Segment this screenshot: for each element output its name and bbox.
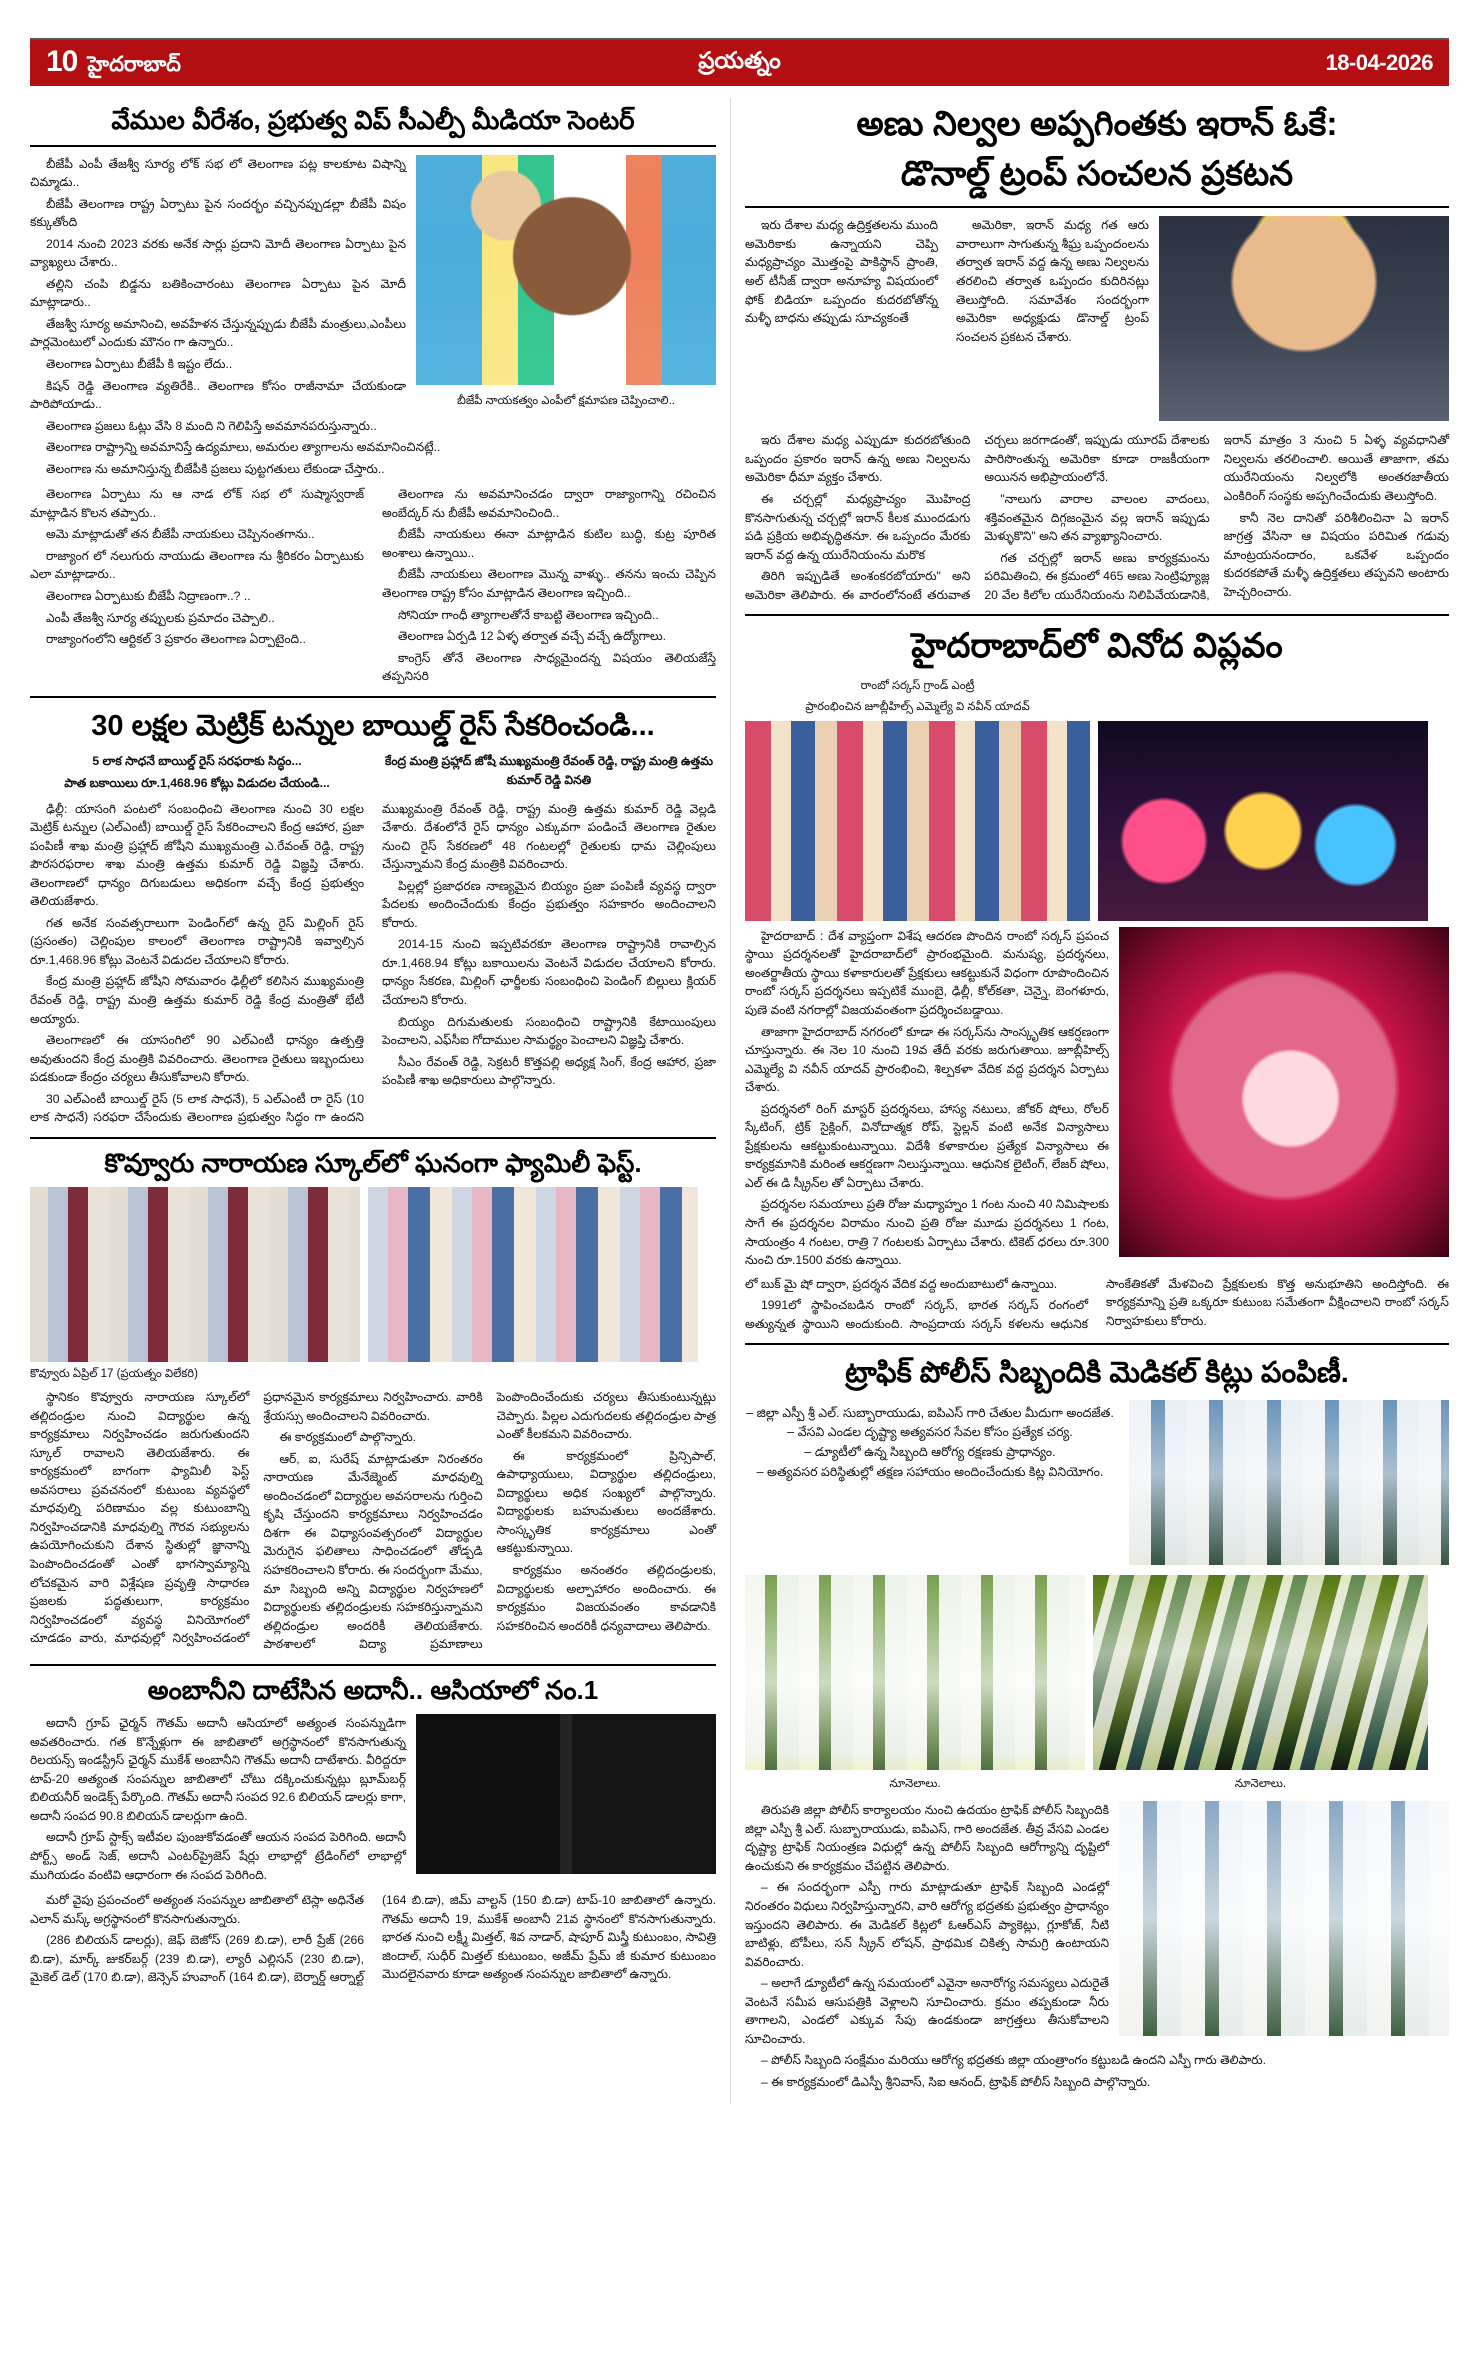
- traffic-photo-caption-mid: నూనెలాలు.: [889, 1777, 941, 1790]
- paragraph: – ఈ కార్యక్రమంలో డిఎస్పీ శ్రీనివాస్, సిఐ ఆనంద్, ట్రాఫిక్ పోలీస్ సిబ్బంది పాల్గొన్నారు.: [761, 2074, 1151, 2089]
- divider: [745, 1343, 1449, 1345]
- paragraph: బీజేపీ నాయకులు ఈనా మాట్లాడిన కుటిల బుద్ధి, కుట్ర పూరిత అంశాలు ఉన్నాయి..: [382, 527, 716, 560]
- circus-bottom-caption: లో బుక్ మై షో ద్వారా, ప్రదర్శన వేదిక వద్ద అందుబాటులో ఉన్నాయి.: [745, 1276, 1058, 1291]
- list-item: – జిల్లా ఎస్పీ శ్రీ ఎల్. సుబ్బారాయుడు, ఐపిఎస్ గారి చేతుల మీదుగా అందజేత.: [746, 1405, 1114, 1420]
- paragraph: ఈ కార్యక్రమంలో ప్రిన్సిపాల్, ఉపాధ్యాయులు, విద్యార్థుల తల్లిదండ్రులు, విద్యార్థులు అధిక సంఖ్యలో పాల్గొన్నారు. విద్యార్థులకు బహుమతులు అందజేశారు. సాంస్కృతిక కార్యక్రమాలు ఎంతో ఆకట్టుకున్నాయి.: [496, 1448, 716, 1556]
- paragraph: "నాలుగు వారాల వాలంల వాదంలు, శక్తివంతమైన దిగ్గజంమైన వల్ల ఇరాన్ ఇప్పుడు మెళ్ళుకొని" అని తన వ్యాఖ్యానించారు.: [984, 492, 1210, 544]
- masthead: [30, 38, 1449, 86]
- rice-headline: 30 లక్షల మెట్రిక్ టన్నుల బాయిల్డ్ రైస్ సేకరించండి...: [91, 709, 655, 742]
- list-item: – అత్యవసర పరిస్థితుల్లో తక్షణ సహాయం అందించేందుకు కిట్ల వినియోగం.: [756, 1464, 1104, 1479]
- traffic-police-photo-top: [1129, 1400, 1449, 1565]
- medical-kit-distribution-photo: [745, 1575, 1085, 1770]
- paragraph: – అలాగే డ్యూటీలో ఉన్న సమయంలో ఎవైనా అనారోగ్య సమస్యలు ఎదురైతే వెంటనే సమీప ఆసుపత్రికి వెళ్లాలని సూచించారు. క్రమం తప్పకుండా నీరు తాగాలని, ఎండలో ఎక్కువ సేపు ఉండకుండా జాగ్రత్తలు తీసుకోవాలని సూచించారు.: [745, 1976, 1109, 2046]
- circus-headline: హైదరాబాద్‌లో వినోద విప్లవం: [911, 627, 1283, 666]
- rice-subhead: పాత బకాయిలు రూ.1,468.96 కోట్లు విడుదల చేయండి...: [64, 775, 330, 790]
- iran-lower-columns: [745, 431, 1449, 604]
- paragraph: కాంగ్రెస్ తోనే తెలంగాణ సాధ్యమైందన్న విషయం తెలియజేస్తే తప్పనిసరి: [382, 650, 716, 684]
- paragraph: కేంద్ర మంత్రి ప్రహ్లాద్ జోషీని సోమవారం ఢిల్లీలో కలిసిన ముఖ్యమంత్రి రేవంత్ రెడ్డి, రాష్ట్ర మంత్రి ఉత్తమ కుమార్ రెడ్డి కేంద్ర మంత్రితో భేటీ అయ్యారు.: [30, 974, 364, 1026]
- paragraph: తెలంగాణ ఏర్పడి 12 ఏళ్ళ తర్వాత వచ్చే వచ్చే ఉద్యోగాలు.: [398, 629, 667, 644]
- paragraph: ఈ చర్చల్లో మధ్యప్రాచ్యం మొహింద్ర కొనసాగుతున్న చర్చల్లో ఇరాన్ కీలక ముందడుగు పడి ప్రక్రియ అభివృద్ధితనూ. ఈ ఒప్పందం మేరకు ఇరాన్ వద్ద ఉన్న యురేనియంను మరొక: [745, 492, 971, 562]
- school-body-columns: [30, 1388, 716, 1654]
- paragraph: – ఈ సందర్భంగా ఎస్పీ గారు మాట్లాడుతూ ట్రాఫిక్ సిబ్బంది ఎండల్లో నిరంతరం విధులు నిర్వహిస్తున్నారని, వారి ఆరోగ్య భద్రతకు ప్రభుత్వం ప్రాధాన్యం ఇస్తుందని తెలిపారు. ఈ మెడికల్ కిట్లలో ఓఆర్ఎస్ ప్యాకెట్లు, గ్లూకోజ్, నీటి బాటిళ్లు, టోపీలు, సన్ స్క్రీన్ లోషన్, ప్రాథమిక చికిత్స సామగ్రి ఉంటాయని వివరించారు.: [745, 1880, 1109, 1969]
- circus-lower-columns: [745, 1275, 1449, 1334]
- paragraph: ప్రదర్శనలో రింగ్ మాస్టర్ ప్రదర్శనలు, హాస్య నటులు, జోకర్ షోలు, రోలర్ స్కేటింగ్, ట్రిక్ సైక్లింగ్, వినోదాత్మక రోప్, స్టెల్లన్ వంటి అనేక విన్యాసాలు ప్రేక్షకులను ఆకట్టుకుంటున్నాయి. విదేశీ కళాకారుల ప్రత్యేక విన్యాసాలు ఈ కార్యక్రమానికి మరింత ఆకర్షణగా నిలుస్తున్నాయి. ఆధునిక లైటింగ్, లేజర్ షోలు, ఎల్ ఈ డి స్క్రీన్‌ల తో ఏర్పాటు చేశారు.: [745, 1101, 1109, 1190]
- masthead-left: [46, 45, 181, 82]
- school-photo-caption: కొవ్వూరు ఏప్రిల్ 17 (ప్రయత్నం విలేకరి): [30, 1368, 198, 1381]
- divider: [745, 206, 1449, 208]
- trump-photo: [1159, 216, 1449, 421]
- circus-stage-photo: [1098, 721, 1428, 921]
- paragraph: (286 బిలియన్ డాలర్లు), జెఫ్ బెజోస్ (269 బి.డా), లారీ ప్రేజ్ (266 బి.డా), మార్క్ జుకర్‌బర్గ్ (239 బి.డా), ల్యారీ ఎల్లిసన్ (230 బి.డా), మైకెల్ డెల్ (170 బి.డా), జెన్సెన్ హువాంగ్ (164 బి.డా), బెర్నార్డ్ ఆర్నాల్ట్ (164 బి.డా), జిమ్ వాల్టన్ (150 బి.డా) టాప్-10 జాబితాలో ఉన్నారు. గౌతమ్ అదానీ 19, ముకేశ్ అంబానీ 21వ స్థానంలో కొనసాగుతున్నారు. భారత నుంచి లక్ష్మీ మిత్తల్, శివ నాడార్, షాపూర్ మిస్త్రీ కుటుంబం, సావిత్రి జిందాల్, సుధీర్ మిత్తల్ కుటుంబం, అజీమ్ ప్రేమ్ జీ కుమార కుటుంబం మొదలైనవారు కూడా అత్యంత సంపన్నుల జాబితాలో ఉన్నారు.: [30, 1893, 716, 1985]
- paragraph: గత అనేక సంవత్సరాలుగా పెండింగ్‌లో ఉన్న రైస్ మిల్లింగ్ రైస్ (ప్రసంతం) చెల్లింపుల కాలంలో తెలంగాణ రాష్ట్రానికి ఇవ్వాల్సిన రూ.1,468.96 కోట్లు వెంటనే విడుదల చేయాలని కోరారు.: [30, 915, 364, 967]
- paragraph: అదానీ గ్రూప్ ఛైర్మన్ గౌతమ్ అదానీ ఆసియాలో అత్యంత సంపన్నుడిగా అవతరించారు. గత కొన్నేళ్లుగా ఈ జాబితాలో అగ్రస్థానంలో కొనసాగుతున్న రిలయన్స్ ఇండస్ట్రీస్ ఛైర్మన్ ముకేశ్ అంబానీని గౌతమ్ అదానీ దాటేశారు. వీరిద్దరూ టాప్-20 అత్యంత సంపన్నుల జాబితాలో చోటు దక్కించుకున్నట్లు బ్లూమ్‌బర్గ్ బిలియనీర్ ఇండెక్స్ పేర్కొంది. గౌతమ్ అదానీ సంపద 92.6 బిలియన్ డాలర్లు కాగా, అదానీ సంపద 90.8 బిలియన్ డాలర్లుగా ఉంది.: [30, 1716, 406, 1823]
- article-rice: [30, 708, 716, 1127]
- paragraph: కిషన్ రెడ్డి తెలంగాణ వ్యతిరేకి.. తెలంగాణ కోసం రాజీనామా చేయకుండా పారిపోయాడు..: [30, 378, 406, 412]
- article-adani: [30, 1674, 716, 1987]
- divider: [745, 614, 1449, 616]
- paragraph: 2014 నుంచి 2023 వరకు అనేక సార్లు ప్రదాని మోదీ తెలంగాణ ఏర్పాటు పైన వ్యాఖ్యలు చేశారు..: [30, 236, 406, 270]
- school-photo-right: [368, 1187, 698, 1362]
- paragraph: గత చర్చల్లో ఇరాన్ అణు కార్యక్రమంను పరిమితించి, ఈ క్రమంలో 465 అణు సెంట్రిఫ్యూజ్ల 20 వేల కిలోల యురేనియంను నిలిపివేయడానికి, ఇరాన్ మాత్రం 3 నుంచి 5 ఏళ్ళ వ్యవధానితో నిల్వలను తరలించాలి. అయితే తాజాగా, తమ యురేనియంను నిల్వలోకి అంతరజాతీయ ఎంకిరింగ్ సంస్థకు అప్పగించేందుకు తెలుస్తోంది.: [984, 433, 1449, 602]
- paragraph: సోనియా గాంధీ త్యాగాలతోనే కాబట్టి తెలంగాణ ఇచ్చింది..: [398, 607, 659, 622]
- adani-headline: అంబానీని దాటేసిన అదానీ.. ఆసియాలో నం.1: [147, 1674, 599, 1705]
- vemula-lower-columns: [30, 485, 716, 685]
- adani-lower-columns: [30, 1891, 716, 1987]
- circus-caption-line1: రాంబో సర్కస్ గ్రాండ్ ఎంట్రీ: [860, 680, 975, 693]
- paragraph: అమెరికా, ఇరాన్ మధ్య గత ఆరు వారాలుగా సాగుతున్న శీఘ్ర ఒప్పందంలను తర్వాత ఇరాన్ వద్ద ఉన్న అణు నిల్వలను తరలించి తర్వాత ఒప్పందం కుదిరినట్లు తెలుస్తోంది. సమావేశం సందర్భంగా అమెరికా అధ్యక్షుడు డొనాల్డ్ ట్రంప్ సంచలన ప్రకటన చేశారు.: [956, 218, 1149, 344]
- paragraph: తాజాగా హైదరాబాద్ నగరంలో కూడా ఈ సర్కస్‌ను సాంస్కృతిక ఆకర్షణంగా చూస్తున్నారు. ఈ నెల 10 నుంచి 19వ తేదీ వరకు జరుగుతాయి. జూబ్లీహిల్స్ ఎమ్మెల్యే వి నవీన్ యాదవ్ ప్రారంభించి, శిల్పకళా వేదిక వద్ద ప్రదర్శన ఏర్పాటు చేశారు.: [745, 1024, 1109, 1095]
- paper-name: ప్రయత్నం: [698, 46, 781, 73]
- list-item: – డ్యూటీలో ఉన్న సిబ్బంది ఆరోగ్య రక్షణకు ప్రాధాన్యం.: [804, 1445, 1056, 1460]
- left-column: [30, 98, 730, 2104]
- vemula-headline: వేముల వీరేశం, ప్రభుత్వ విప్ సీఎల్పీ మీడియా సెంటర్: [111, 105, 635, 135]
- divider: [30, 1664, 716, 1666]
- paragraph: ఇరు దేశాల మధ్య ఎప్పుడూ కుదరబోతుంది ఒప్పందం ప్రకారం ఇరాన్ ఉన్న అణు నిల్వలను అమెరికా ధీమా వ్యక్తం చేశారు.: [745, 433, 971, 485]
- paragraph: బీజేపీ నాయకులు తెలంగాణ మొన్న వాళ్ళు.. తనను ఇంచు చెప్పిన తెలంగాణ రాష్ట్ర కోసం మాట్లాడిన తెలంగాణ ఇచ్చింది..: [382, 567, 716, 600]
- paragraph: తేజశ్వీ సూర్య అమానించి, అవహేళన చేస్తున్నప్పుడు బీజేపీ మంత్రులు,ఎంపీలు పార్లమెంటులో ఎందుకు మౌనం గా ఉన్నారు..: [30, 316, 406, 350]
- paragraph: 30 ఎల్ఎంటీ బాయిల్డ్ రైస్ (5 లాక సాధనే), 5 ఎల్ఎంటీ రా రైస్ (10 లాక సాధనే) సరఫరా చేసేందుకు తెలంగాణ ప్రభుత్వం సిద్ధం గా ఉందని ముఖ్యమంత్రి రేవంత్ రెడ్డి, రాష్ట్ర మంత్రి ఉత్తమ కుమార్ రెడ్డి వెల్లడి చేశారు. దేశంలోనే రైస్ ధాన్యం ఎక్కువగా పండించే తెలంగాణ రైతుల నుంచి రైస్ సేకరణలో 48 గంటలల్లో రైతులకు ధామ చెల్లింపులు చేస్తున్నామని కేంద్ర మంత్రికి వివరించారు.: [30, 801, 716, 1125]
- paragraph: ఆర్, ఐ, సురేష్ మాట్లాడుతూ నిరంతరం నారాయణ మేనేజ్మెంట్ మాధవుల్ని అందించడంలో విద్యార్థుల అవసరాలను గుర్తించి కృషి చేస్తుందని కార్యక్రమాలు నిర్వహించడం దిశగా ఈ విధ్యాసంవత్సరంలో విద్యార్థుల మెరుగైన ఫలితాలు సాధించడంలో తోడ్పడి సహకరించాలని కోరారు. ఈ సందర్భంగా మేము, మా సిబ్బంది అన్ని విద్యార్థుల నిర్వహణలో విద్యార్థులకు తల్లిదండ్రులకు సహకరిస్తున్నామని తల్లిదండ్రుల అందరికీ తెలియజేశారు. పాఠశాలలో విద్యా ప్రమాణాలు పెంపొందించేందుకు చర్యలు తీసుకుంటున్నట్లు చెప్పారు. పిల్లల ఎదుగుదలకు తల్లిదండ్రుల పాత్ర ఎంతో కీలకమని వివరించారు.: [263, 1390, 716, 1652]
- paragraph: ఢిల్లీ: యాసంగి పంటలో సంబంధించి తెలంగాణ నుంచి 30 లక్షల మెట్రిక్ టన్నుల (ఎల్ఎంటీ) బాయిల్డ్ రైస్ సేకరించాలని కేంద్ర ఆహార, ప్రజా పంపిణీ శాఖ మంత్రి ప్రహ్లాద్ జోషీని ముఖ్యమంత్రి ఎ.రేవంత్ రెడ్డి, రాష్ట్ర పౌరసరఫరాల శాఖ మంత్రి ఉత్తమ కుమార్ రెడ్డి విజ్ఞప్తి చేశారు. తెలంగాణలో ధాన్యం దిగుబడులు అధికంగా వచ్చే కేంద్ర ప్రభుత్వం తెలియజేశారు.: [30, 801, 364, 909]
- paragraph: తెలంగాణ ఏర్పాటుకు బీజేపీ నిద్రాణంగా..? ..: [46, 588, 251, 603]
- paragraph: బీజేపీ ఎంపీ తేజశ్వీ సూర్య లోక్ సభ లో తెలంగాణ పట్ల కాలకూట విషాన్ని చిమ్మాడు..: [30, 156, 406, 190]
- paragraph: హైదరాబాద్ : దేశ వ్యాప్తంగా విశేష ఆదరణ పొందిన రాంబో సర్కస్ ప్రపంచ స్థాయి ప్రదర్శనలతో హైదరాబాద్‌లో ప్రారంభమైంది. మనుష్య, ప్రదర్శనలు, అంతర్జాతీయ స్థాయి కళాకారులతో ప్రేక్షకులు ఆకట్టుకునే విధంగా రూపొందించిన రాంబో సర్కస్ ప్రదర్శనలు ఇప్పటికే ముంబై, ఢిల్లీ, కోల్‌కతా, చెన్నై, బెంగళూరు, పుణె వంటి నగరాల్లో విజయవంతంగా ప్రదర్శించబడ్డాయి.: [745, 928, 1109, 1018]
- paragraph: ప్రదర్శనల సమయాలు ప్రతి రోజు మధ్యాహ్నం 1 గంట నుంచి 40 నిమిషాలకు సాగే ఈ ప్రదర్శనల విరామం నుంచి ప్రతి రోజు మూడు ప్రదర్శనలు 1 గంట, సాయంత్రం 4 గంటల, రాత్రి 7 గంటలకు ఏర్పాటు చేశారు. టికెట్ ధరలు రూ.300 నుంచి రూ.1500 వరకు ఉన్నాయి.: [745, 1197, 1109, 1268]
- paragraph: పిల్లల్లో ప్రజాధరణ నాణ్యమైన బియ్యం ప్రజా పంపిణీ వ్యవస్థ ద్వారా పేదలకు అందించేందుకు కేంద్రం ప్రభుత్వం సహకారం అందించాలని కోరారు.: [382, 878, 716, 930]
- school-headline: కొవ్వూరు నారాయణ స్కూల్‌లో ఘనంగా ఫ్యామిలీ ఫెస్ట్.: [104, 1147, 642, 1178]
- traffic-headline: ట్రాఫిక్ పోలీస్ సిబ్బందికి మెడికల్ కిట్లు పంపిణీ.: [845, 1357, 1349, 1390]
- paragraph: తెలంగాణ ప్రజలు ఓట్లు వేసి 8 మంది ని గెలిపిస్తే అవమానపరుస్తున్నారు..: [46, 418, 377, 433]
- rice-subheads: [30, 752, 716, 794]
- list-item: – వేసవి ఎండల దృష్ట్యా అత్యవసర సేవల కోసం ప్రత్యేక చర్య.: [787, 1425, 1073, 1440]
- paragraph: 2014-15 నుంచి ఇప్పటివరకూ తెలంగాణ రాష్ట్రానికి రావాల్సిన రూ.1,468.94 కోట్లు బకాయిలను వెంటనే విడుదల చేయాలని కోరారు. ధాన్యం సేకరణ, మిల్లింగ్ ఛార్జీలకు సంబంధించి పెండింగ్ బిల్లులు క్లియర్ చేయాలని కోరారు.: [382, 937, 716, 1008]
- paragraph: మరో వైపు ప్రపంచంలో అత్యంత సంపన్నుల జాబితాలో టెస్లా అధినేత ఎలాన్ మస్క్ అగ్రస్థానంలో కొనసాగుతున్నారు.: [30, 1893, 364, 1926]
- circus-top-row: [745, 678, 1449, 920]
- paragraph: సీఎం రేవంత్ రెడ్డి, సెక్రటరీ కొత్తపల్లి అధ్యక్ష సింగ్, కేంద్ర ఆహార, ప్రజా పంపిణీ శాఖ అధికారులు పాల్గొన్నారు.: [382, 1054, 716, 1088]
- divider: [30, 1137, 716, 1139]
- page-body: [0, 86, 1479, 2124]
- article-vemula: [30, 104, 716, 686]
- article-school: [30, 1147, 716, 1654]
- circus-inauguration-photo: [745, 721, 1090, 921]
- traffic-caption-row: [745, 1772, 1449, 1798]
- paragraph: తెలంగాణలో ఈ యాసంగిలో 90 ఎల్ఎంటీ ధాన్యం ఉత్పత్తి అవుతుందని కేంద్ర మంత్రికి వివరించారు. తెలంగాణ రైతులు ఇబ్బందులు పడకుండా కేంద్రం చర్యలు తీసుకోవాలని కోరారు.: [30, 1033, 364, 1085]
- article-circus: [745, 624, 1449, 1333]
- adani-ambani-photo: [416, 1714, 716, 1874]
- paragraph: తెలంగాణ ఏర్పాటు ను ఆ నాడ లోక్ సభ లో సుష్మాస్వరాజ్ మాట్లాడిన కొలన తప్పారు..: [30, 487, 364, 520]
- traffic-photo-row: [745, 1575, 1449, 1770]
- circus-caption-line2: ప్రారంభించిన జూబ్లీహిల్స్ ఎమ్మెల్యే వి నవీన్ యాదవ్: [805, 701, 1030, 714]
- paragraph: రాజ్యాంగ లో నలుగురు నాయుడు తెలంగాణ ను శ్రీరికరం ఏర్పాటుకు ఎలా మాట్లాడారు..: [30, 548, 364, 582]
- paragraph: స్థానికం కొవ్వూరు నారాయణ స్కూల్‌లో తల్లిదండ్రుల నుంచి విద్యార్థుల ఉన్న కార్యక్రమాలు నిర్వహించడం జరుగుతుందని స్కూల్ రావాలని తెలియజేశారు. ఈ కార్యక్రమంలో బాగంగా ఫ్యామిలీ ఫెస్ట్ అవసరాలు ప్రవచనంలో కుటుంబ వ్యవస్థలో మాధవుల్ని పరిణామం వల్ల కుటుంబాన్ని నిర్వహించడానికి మాధవుల్ని గౌరవ సభ్యులను ఉపయోగించుకుని దేశాన స్థితుల్లో జ్ఞానాన్ని పెంపొందించడంతో ఎంతో భాగస్వామ్యాన్ని లోచకమైన వారి విశ్లేషణ ప్రవృత్తి సాధారణ ప్రజలకు పద్ధతులుగా, కార్యక్రమం నిర్వహించడంలో వ్యవస్థ వినియోగంలో చూడడం వారు, మాధవుల్లో నిర్వహించడంలో ప్రధానమైన కార్యక్రమాలు నిర్వహించారు. వారికి శ్రేయస్సు అందించాలని వివరించారు.: [30, 1390, 483, 1646]
- article-traffic: [745, 1355, 1449, 2094]
- divider: [30, 696, 716, 698]
- paragraph: 1991లో స్థాపించబడిన రాంబో సర్కస్, భారత సర్కస్ రంగంలో అత్యున్నత స్థాయిని అందుకుంది. సాంప్రదాయ సర్కస్ కళలను ఆధునిక సాంకేతికతో మేళవించి ప్రేక్షకులకు కొత్త అనుభూతిని అందిస్తోంది. ఈ కార్యక్రమాన్ని ప్రతి ఒక్కరూ కుటుంబ సమేతంగా వీక్షించాలని రాంబో సర్కస్ నిర్వాహకులు కోరారు.: [745, 1276, 1449, 1331]
- publication-date: 18-04-2026: [1325, 50, 1433, 75]
- rice-subhead: కేంద్ర మంత్రి ప్రహ్లాద్ జోషీ ముఖ్యమంత్రి రేవంత్ రెడ్డి, రాష్ట్ర మంత్రి ఉత్తమ కుమార్ రెడ్డి వినతి: [384, 753, 714, 787]
- paragraph: తెలంగాణ ను అమానిస్తున్న బీజేపీకి ప్రజలు పుట్టగతులు లేకుండా చేస్తారు..: [46, 461, 385, 476]
- article-iran: [745, 102, 1449, 604]
- paragraph: తెలంగాణ ఏర్పాటు బీజేపీ కి ఇష్టం లేదు..: [46, 356, 233, 371]
- vemula-press-photo: [416, 155, 716, 385]
- paragraph: తెలంగాణ ను అవమానించడం ద్వారా రాజ్యాంగాన్ని రచించిన అంబేద్కర్ ను బీజేపీ అవమానించింది..: [382, 487, 716, 520]
- right-column: [730, 98, 1449, 2104]
- circus-aerial-act-photo: [1119, 927, 1449, 1257]
- rice-body-columns: [30, 800, 716, 1127]
- rice-subhead: 5 లాక సాధనే బాయిల్డ్ రైస్ సరఫరాకు సిద్ధం...: [92, 753, 302, 768]
- paragraph: అమె మాట్లాడుతో తన బీజేపీ నాయకులు చెప్పినంతగాను..: [46, 527, 315, 542]
- iran-headline-line2: డొనాల్డ్ ట్రంప్ సంచలన ప్రకటన: [900, 155, 1294, 194]
- traffic-bullet-list: [745, 1404, 1115, 1482]
- paragraph: ఎంపీ తేజశ్వీ సూర్య తప్పులకు ప్రమాదం చెప్పాలి..: [46, 610, 275, 625]
- page-number: 10: [46, 44, 78, 78]
- traffic-police-photo-bottom: [1119, 1801, 1449, 2036]
- paragraph: కానీ నెల దానితో పరిశీలించినా ఏ ఇరాన్ జాగ్రత్త వేసినా ఆ విషయం పరిమిత గడువు మాంట్రయనందారం, ఒకవేళ ఒప్పందం కుదరకపోతే మళ్ళీ ఉద్రిక్తతలు తప్పవని అంటారు హెచ్చరించారు.: [1223, 510, 1449, 599]
- paragraph: రాజ్యాంగంలోని ఆర్టికల్ 3 ప్రకారం తెలంగాణ ఏర్పాటైంది..: [46, 632, 306, 647]
- paragraph: – పోలీస్ సిబ్బంది సంక్షేమం మరియు ఆరోగ్య భద్రతకు జిల్లా యంత్రాంగం కట్టుబడి ఉందని ఎస్పీ గారు తెలిపారు.: [761, 2053, 1266, 2068]
- paragraph: తిరిగి ఇప్పుడితే అంశంకరబోయారు" అని అమెరికా తెలిపారు. ఈ వారంలోనంటే తరువాత చర్చలు జరగాడంతో, ఇప్పుడు యూరప్ దేశాలకు పారిసొంతున్న అమెరికా కూడా రాజకీయంగా అయినన అభిప్రాయంలోనే.: [745, 433, 1210, 602]
- paragraph: తల్లిని చంపి బిడ్డను బతికించారంటు తెలంగాణ ఏర్పాటు పైన మోదీ మాట్లాడారు..: [30, 276, 406, 310]
- masthead-container: [0, 0, 1479, 86]
- paragraph: తిరుపతి జిల్లా పోలీస్ కార్యాలయం నుంచి ఉదయం ట్రాఫిక్ పోలీస్ సిబ్బందికి జిల్లా ఎస్పీ శ్రీ ఎల్. సుబ్బారాయుడు, ఐపిఎస్, గారి అందజేత. తీవ్ర వేసవి ఎండల దృష్ట్యా ట్రాఫిక్ నియంత్రణ విధుల్లో ఉన్న పోలీస్ సిబ్బంది ఆరోగ్యాన్ని దృష్టిలో ఉంచుకుని ఈ కార్యక్రమం చేపట్టిన తెలిపారు.: [745, 1803, 1109, 1873]
- paragraph: అదానీ గ్రూప్ స్టాక్స్ ఇటీవల పుంజుకోవడంతో ఆయన సంపద పెరిగింది. అదానీ పోర్ట్స్ అండ్ సెజ్, అదానీ ఎంటర్‌ప్రైజెస్ షేర్లు లాభాల్లో ట్రేడింగ్‌లో లాభాల్లో ముగియడం వంటివి ఆధారంగా ఈ సంపద పెరిగింది.: [30, 1830, 406, 1882]
- traffic-bikes-photo: [1093, 1575, 1428, 1770]
- paragraph: ఇరు దేశాల మధ్య ఉద్రిక్తతలను ముంది అమెరికాకు ఉన్నాయని చెప్పి మధ్యప్రాచ్యం మొత్తంపై పాకిస్థాన్ ప్రాంతి, అల్ టీనీజ్ ద్వారా అనూహ్య విషయంలో ఫోక్ బిడియా ఒప్పందం కుదరబోతోన్న మళ్ళీ బాధను తప్పుడు సూచ్యకంతే: [745, 218, 938, 326]
- school-photo-left: [30, 1187, 360, 1362]
- iran-headline-line1: అణు నిల్వల అప్పగింతకు ఇరాన్ ఓకే:: [856, 105, 1338, 143]
- school-photo-row: [30, 1187, 716, 1362]
- paragraph: కార్యక్రమం అనంతరం తల్లిదండ్రులకు, విద్యార్థులకు అల్పాహారం అందించారు. ఈ కార్యక్రమం విజయవంతం కావడానికి సహకరించిన అందరికీ ధన్యవాదాలు తెలిపారు.: [496, 1562, 716, 1633]
- paragraph: తెలంగాణ రాష్ట్రాన్ని అవమానిస్తే ఉద్యమాలు, అమరుల త్యాగాలను అవమానించినట్లే..: [46, 440, 441, 455]
- paragraph: బీజేపీ తెలంగాణ రాష్ట్ర ఏర్పాటు పైన సందర్భం వచ్చినప్పుడల్లా బీజేపీ విషం కక్కుతోంది: [30, 196, 406, 230]
- paragraph: బియ్యం దిగుమతులకు సంబంధించి రాష్ట్రానికి కేటాయింపులు పెంచాలని, ఎఫ్‌సీఐ గోదాముల సామర్థ్యం పెంచాలని విజ్ఞప్తి చేశారు.: [382, 1014, 716, 1048]
- traffic-photo-caption-low: నూనెలాలు.: [1234, 1777, 1287, 1790]
- paragraph: ఈ కార్యక్రమంలో పాల్గొన్నారు.: [279, 1430, 417, 1445]
- edition-city: హైదరాబాద్: [87, 52, 181, 76]
- divider: [30, 145, 716, 147]
- vemula-photo-caption: బీజేపీ నాయకత్వం ఎంపీలో క్షమాపణ చెప్పించాలి..: [456, 394, 676, 407]
